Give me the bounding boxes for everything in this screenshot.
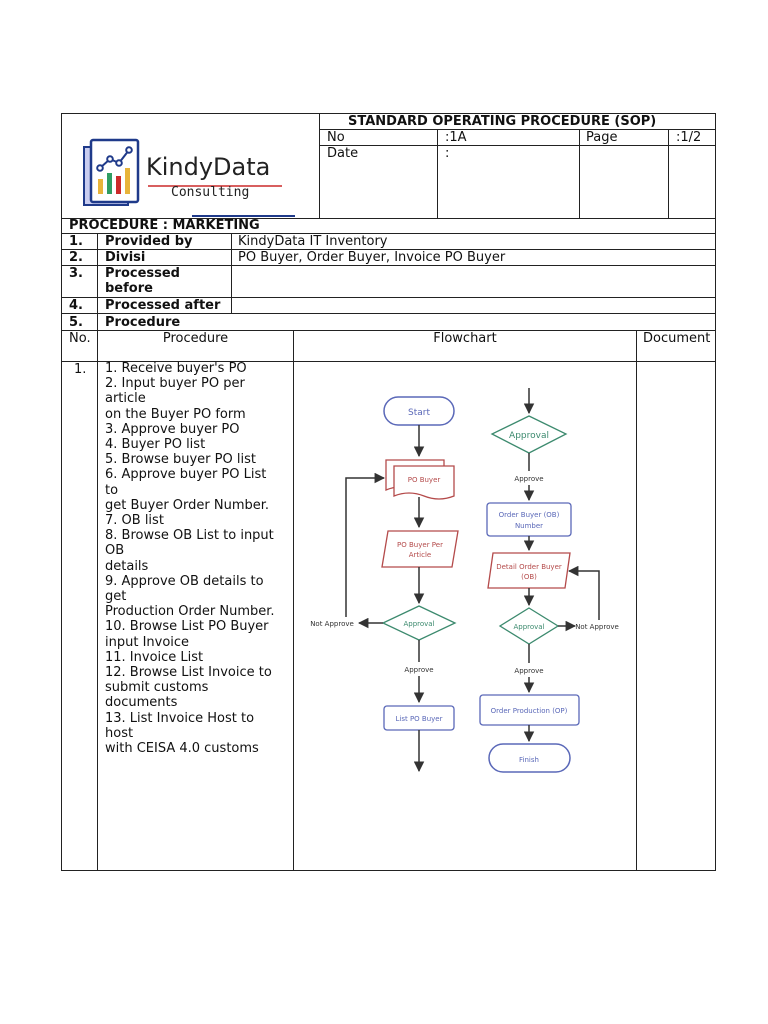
procedure-line: get — [105, 589, 127, 605]
row-label: Processed before — [105, 266, 180, 296]
approval-top-label: Approval — [509, 431, 549, 441]
procedure-line: details — [105, 558, 149, 574]
sop-title: STANDARD OPERATING PROCEDURE (SOP) — [348, 114, 657, 129]
procedure-line: 12. Browse List Invoice to — [105, 665, 272, 681]
order-buyer-number-box — [487, 503, 571, 536]
procedure-line: OB — [105, 543, 125, 559]
start-label: Start — [408, 408, 430, 418]
procedure-line: 6. Approve buyer PO List — [105, 467, 267, 483]
procedure-line: with CEISA 4.0 customs — [105, 741, 259, 757]
procedure-line: on the Buyer PO form — [105, 406, 246, 422]
company-logo — [80, 135, 295, 217]
finish-label: Finish — [519, 756, 539, 764]
po-buyer-per-article-label-2: Article — [408, 551, 432, 559]
row-value: PO Buyer, Order Buyer, Invoice PO Buyer — [238, 250, 506, 265]
step-number: 1. — [74, 362, 87, 377]
procedure-line: 7. OB list — [105, 513, 164, 529]
procedure-line: to — [105, 482, 119, 498]
row-number: 1. — [69, 234, 83, 249]
procedure-line: 4. Buyer PO list — [105, 437, 206, 453]
procedure-line: submit customs — [105, 680, 209, 696]
procedure-line: 9. Approve OB details to — [105, 573, 264, 589]
row-number: 5. — [69, 315, 83, 330]
not-approve-left-label: Not Approve — [310, 620, 354, 628]
logo-tagline: Consulting — [171, 185, 250, 200]
flowchart — [294, 362, 636, 870]
detail-order-buyer-input — [488, 553, 570, 588]
procedure-line: 10. Browse List PO Buyer — [105, 619, 269, 635]
detail-order-buyer-label-2: (OB) — [521, 573, 537, 581]
date-value: : — [445, 146, 450, 161]
order-production-box — [480, 695, 579, 725]
finish-terminal — [489, 744, 570, 772]
procedure-line: article — [105, 391, 146, 407]
no-value: :1A — [445, 130, 467, 145]
procedure-steps — [105, 361, 291, 756]
list-po-buyer-label: List PO Buyer — [395, 715, 443, 723]
row-label: Divisi — [105, 250, 146, 265]
po-buyer-per-article-input — [382, 531, 458, 567]
procedure-line: 8. Browse OB List to input — [105, 528, 274, 544]
row-label: Procedure — [105, 315, 181, 330]
procedure-line: 11. Invoice List — [105, 649, 204, 665]
approve-top-label: Approve — [514, 475, 544, 483]
row-number: 4. — [69, 298, 83, 313]
row-number: 3. — [69, 266, 83, 281]
row-number: 2. — [69, 250, 83, 265]
col-header-procedure: Procedure — [162, 331, 229, 346]
procedure-line: 13. List Invoice Host to — [105, 710, 255, 726]
po-buyer-per-article-label-1: PO Buyer Per — [397, 541, 443, 549]
col-header-flowchart: Flowchart — [433, 331, 497, 346]
po-buyer-label: PO Buyer — [407, 476, 441, 484]
approve-right-label: Approve — [514, 667, 544, 675]
page-value: :1/2 — [676, 130, 702, 145]
page-label: Page — [586, 130, 618, 145]
procedure-line: input Invoice — [105, 634, 190, 650]
detail-order-buyer-label-1: Detail Order Buyer — [496, 563, 562, 571]
procedure-line: 3. Approve buyer PO — [105, 421, 240, 437]
approval-top-decision — [492, 416, 566, 453]
procedure-line: get Buyer Order Number. — [105, 497, 270, 513]
procedure-line: host — [105, 725, 134, 741]
procedure-line: documents — [105, 695, 178, 711]
approval-left-label: Approval — [403, 620, 435, 628]
order-production-label: Order Production (OP) — [490, 707, 568, 715]
row-label: Provided by — [105, 234, 193, 249]
logo-name: KindyData — [146, 153, 271, 181]
date-label: Date — [327, 146, 359, 161]
approval-left-decision — [383, 606, 455, 640]
order-buyer-number-label-2: Number — [514, 522, 544, 530]
no-label: No — [327, 130, 345, 145]
procedure-title: PROCEDURE : MARKETING — [69, 218, 260, 233]
order-buyer-number-label-1: Order Buyer (OB) — [498, 511, 560, 519]
approval-right-label: Approval — [513, 623, 545, 631]
col-header-no: No. — [69, 331, 91, 346]
procedure-line: 5. Browse buyer PO list — [105, 452, 256, 468]
col-header-document: Document — [643, 331, 711, 346]
po-buyer-document — [386, 460, 454, 499]
row-value: KindyData IT Inventory — [238, 234, 388, 249]
procedure-line: 1. Receive buyer's PO — [105, 361, 247, 376]
approve-left-label: Approve — [404, 666, 434, 674]
row-label: Processed after — [105, 298, 221, 313]
procedure-line: 2. Input buyer PO per — [105, 376, 245, 392]
start-terminal — [384, 397, 454, 425]
approval-right-decision — [500, 608, 558, 644]
procedure-line: Production Order Number. — [105, 604, 275, 620]
not-approve-right-label: Not Approve — [575, 623, 619, 631]
list-po-buyer-box — [384, 706, 454, 730]
